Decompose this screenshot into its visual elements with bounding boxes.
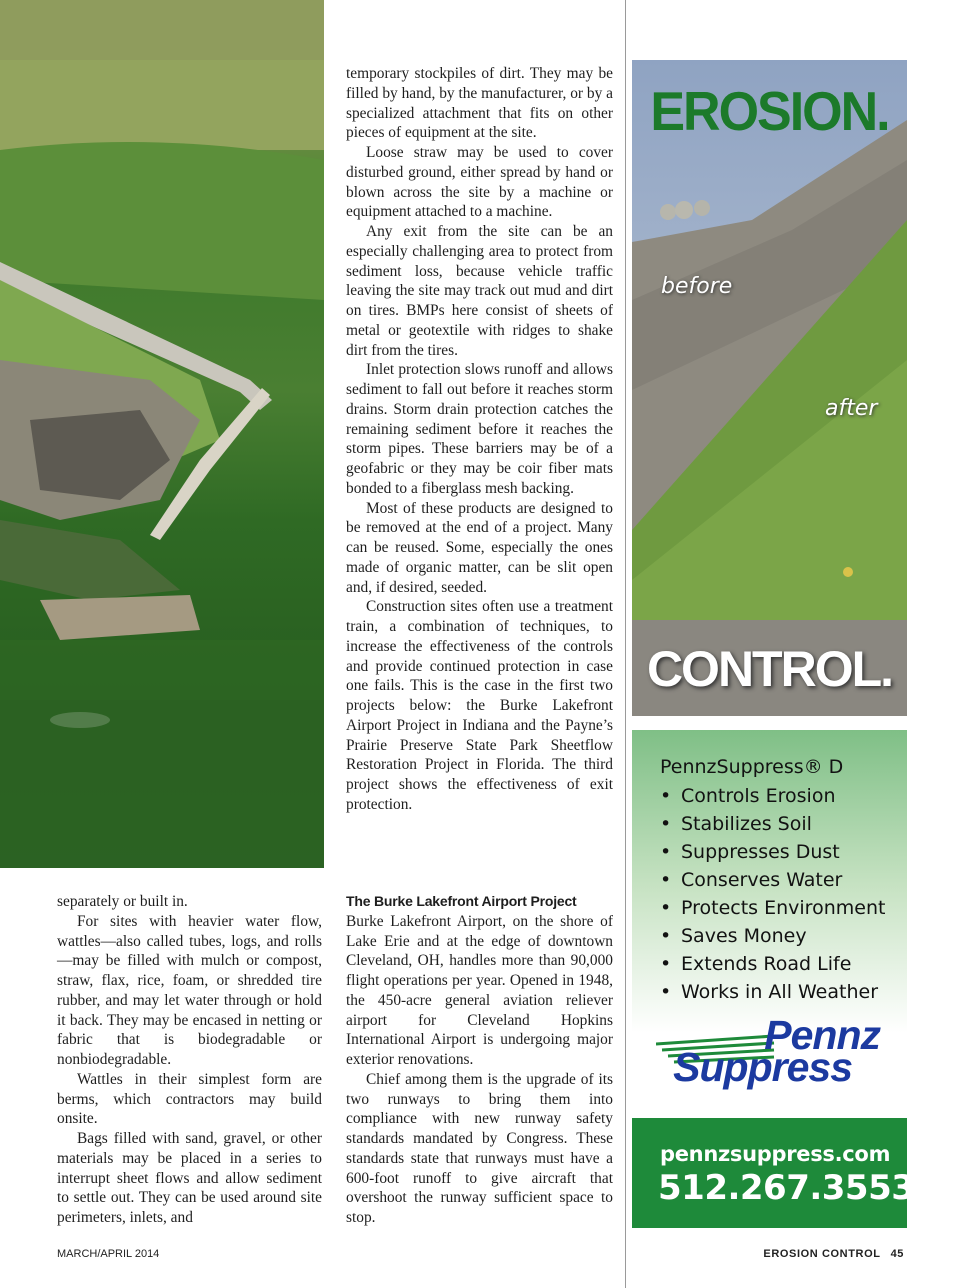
ad-feature-item: • Suppresses Dust [660, 838, 885, 866]
ad-headline-control: CONTROL. [646, 641, 893, 697]
article-section-burke [346, 892, 613, 1228]
paragraph: Any exit from the site can be an especially challenging area to protect from sediment loss, because vehicle traffic leaving the site may track out mud and dirt on tires. BMPs here consist of sheets of metal or geotextile with ridges to shake dirt from the tires. [346, 223, 613, 359]
ad-contact-bar [632, 1118, 915, 1228]
paragraph: Loose straw may be used to cover disturbed ground, either spread by hand or blown across the site by a machine or equipment attached to a machine. [346, 144, 613, 221]
paragraph: separately or built in. [57, 893, 188, 910]
ad-product-info [632, 730, 907, 1118]
paragraph: Most of these products are designed to be removed at the end of a project. Many can be reused. Some, especially the ones made of organic matter, can be slit open and, if desired, seeded. [346, 499, 613, 596]
paragraph: Burke Lakefront Airport, on the shore of Lake Erie and at the edge of downtown Cleveland, OH, handles more than 90,000 flight operations per year. Opened in 1948, the 450-acre general aviation reliever airport for Cleveland Hopkins International Airport is undergoing major exterior renovations. [346, 912, 613, 1068]
paragraph: temporary stockpiles of dirt. They may be filled by hand, by the manufacturer, or by a specialized attachment that fits on other pieces of equipment at the site. [346, 65, 613, 142]
column-divider [625, 0, 626, 1288]
pennzsuppress-logo [656, 1012, 886, 1100]
logo-text-pennz: Pennz [764, 1012, 880, 1058]
article-left-column [57, 892, 322, 1228]
article-middle-column [346, 64, 613, 815]
paragraph: For sites with heavier water flow, wattles—also called tubes, logs, and rolls—may be filled with mulch or compost, straw, flax, rice, foam, or shredded tire rubber, and may let water through or hold it back. They may be encased in netting or fabric that is biodegradable or nonbiodegradable. [57, 912, 322, 1068]
ad-product-name: PennzSuppress® D [660, 756, 844, 778]
ad-headline-erosion: EROSION. [650, 81, 889, 143]
section-heading: The Burke Lakefront Airport Project [346, 893, 577, 909]
footer-magazine-name: EROSION CONTROL [763, 1248, 881, 1260]
footer-page-number: 45 [890, 1248, 904, 1260]
ad-feature-item: • Works in All Weather [660, 978, 885, 1006]
ad-feature-item: • Conserves Water [660, 866, 885, 894]
ad-label-after: after [825, 396, 878, 421]
ad-website-link[interactable]: pennzsuppress.com [660, 1142, 891, 1166]
ad-feature-item: • Saves Money [660, 922, 885, 950]
ad-feature-item: • Extends Road Life [660, 950, 885, 978]
aerial-site-photo [0, 0, 324, 868]
footer-issue-date: MARCH/APRIL 2014 [57, 1248, 160, 1260]
ad-feature-item: • Stabilizes Soil [660, 810, 885, 838]
ad-feature-list [660, 782, 885, 1006]
paragraph: Bags filled with sand, gravel, or other materials may be placed in a series to interrupt sheet flows and allow sediment to settle out. They can be used around site perimeters, inlets, and [57, 1130, 322, 1226]
ad-phone-number: 512.267.3553 [658, 1168, 915, 1208]
logo-text-suppress: Suppress [673, 1044, 852, 1090]
ad-before-after-photo [632, 60, 907, 716]
ad-label-before: before [661, 274, 733, 299]
ad-feature-item: • Controls Erosion [660, 782, 885, 810]
paragraph: Chief among them is the upgrade of its two runways to bring them into compliance with new runway safety standards mandated by Congress. These standards state that runways must have a 600-foot runoff to give aircraft that overshoot the runway sufficient space to stop. [346, 1070, 613, 1226]
paragraph: Inlet protection slows runoff and allows sediment to fall out before it reaches storm drains. Storm drain protection catches the remaining sediment before it reaches the storm pipes. These barriers may be of a geofabric or they may be coir fiber mats bonded to a fiberglass mesh backing. [346, 361, 613, 497]
ad-feature-item: • Protects Environment [660, 894, 885, 922]
footer-magazine-info [763, 1248, 904, 1260]
paragraph: Wattles in their simplest form are berms, which contractors may build onsite. [57, 1070, 322, 1128]
paragraph: Construction sites often use a treatment train, a combination of techniques, to increase the effectiveness of the controls and provide continued protection in case one fails. This is the case in the first two projects below: the Burke Lakefront Airport Project in Indiana and the Payne’s Prairie Preserve State Park Sheetflow Restoration Project in Florida. The third project shows the effectiveness of exit protection. [346, 598, 613, 813]
